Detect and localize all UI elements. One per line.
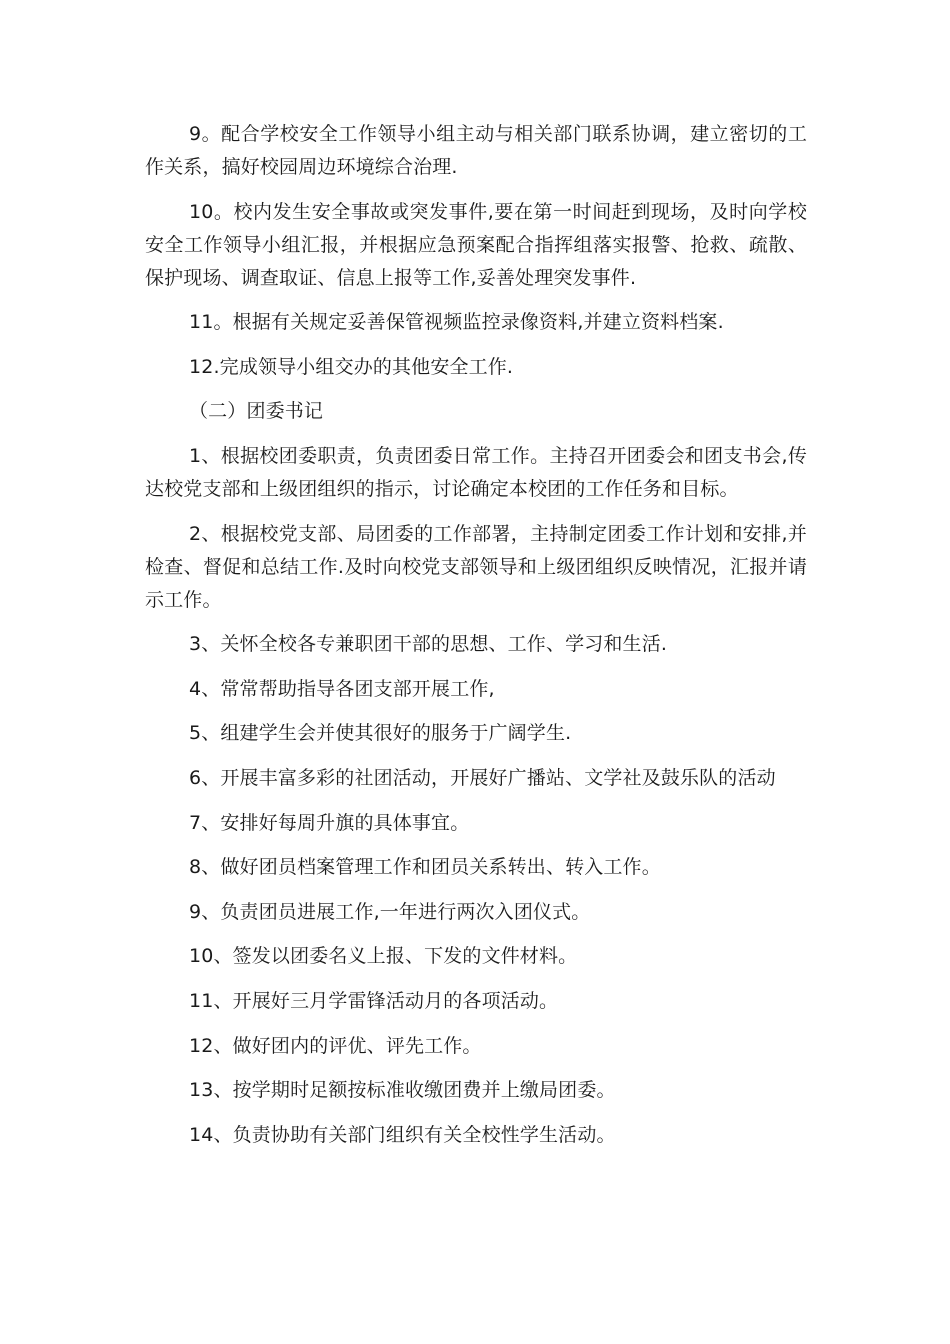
document-body bbox=[145, 118, 807, 1163]
paragraph-league-item-10: 10、签发以团委名义上报、下发的文件材料。 bbox=[189, 945, 578, 968]
section-heading-league-secretary: （二）团委书记 bbox=[189, 400, 324, 423]
paragraph-safety-item-10: 10。校内发生安全事故或突发事件,要在第一时间赶到现场，及时向学校安全工作领导小组汇报，并根据应急预案配合指挥组落实报警、抢救、疏散、保护现场、调查取证、信息上报等工作,妥善处理突发事件. bbox=[145, 200, 807, 289]
paragraph-league-item-7: 7、安排好每周升旗的具体事宜。 bbox=[189, 811, 470, 834]
paragraph-league-item-3: 3、关怀全校各专兼职团干部的思想、工作、学习和生活. bbox=[189, 633, 668, 656]
paragraph-safety-item-11: 11。根据有关规定妥善保管视频监控录像资料,并建立资料档案. bbox=[189, 311, 724, 334]
paragraph-league-item-2: 2、根据校党支部、局团委的工作部署，主持制定团委工作计划和安排,并检查、督促和总结工作.及时向校党支部领导和上级团组织反映情况，汇报并请示工作。 bbox=[145, 522, 807, 611]
paragraph-league-item-8: 8、做好团员档案管理工作和团员关系转出、转入工作。 bbox=[189, 856, 661, 879]
paragraph-league-item-5: 5、组建学生会并使其很好的服务于广阔学生. bbox=[189, 722, 572, 745]
paragraph-safety-item-9: 9。配合学校安全工作领导小组主动与相关部门联系协调，建立密切的工作关系，搞好校园周边环境综合治理. bbox=[145, 123, 807, 178]
paragraph-safety-item-12: 12.完成领导小组交办的其他安全工作. bbox=[189, 355, 514, 378]
paragraph-league-item-1: 1、根据校团委职责，负责团委日常工作。主持召开团委会和团支书会,传达校党支部和上级团组织的指示，讨论确定本校团的工作任务和目标。 bbox=[145, 444, 807, 500]
paragraph-league-item-11: 11、开展好三月学雷锋活动月的各项活动。 bbox=[189, 989, 559, 1012]
paragraph-league-item-12: 12、做好团内的评优、评先工作。 bbox=[189, 1034, 482, 1057]
paragraph-league-item-4: 4、常常帮助指导各团支部开展工作, bbox=[189, 677, 495, 700]
paragraph-league-item-14: 14、负责协助有关部门组织有关全校性学生活动。 bbox=[189, 1123, 616, 1146]
paragraph-league-item-6: 6、开展丰富多彩的社团活动，开展好广播站、文学社及鼓乐队的活动 bbox=[189, 766, 776, 789]
paragraph-league-item-13: 13、按学期时足额按标准收缴团费并上缴局团委。 bbox=[189, 1079, 616, 1102]
paragraph-league-item-9: 9、负责团员进展工作,一年进行两次入团仪式。 bbox=[189, 900, 591, 923]
